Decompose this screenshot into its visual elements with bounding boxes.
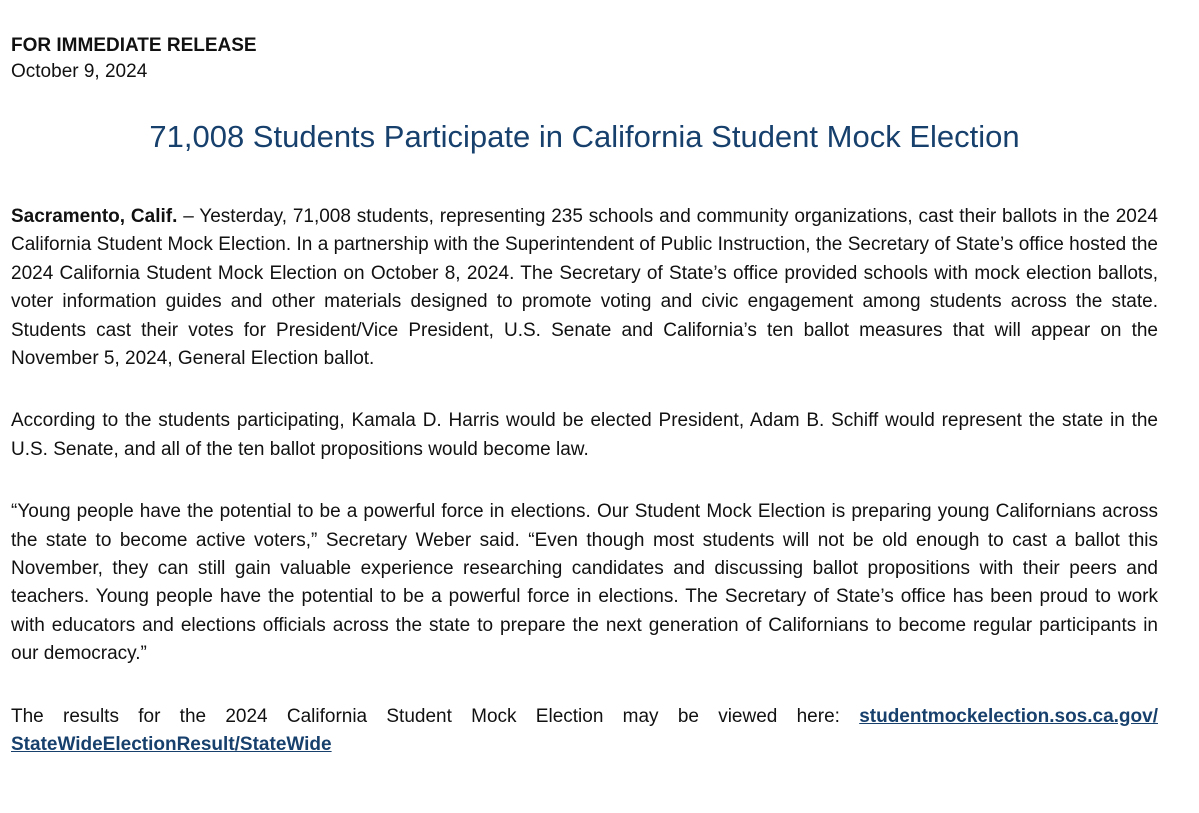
paragraph-results-link-text: The results for the 2024 California Student Mock Election may be viewed here: xyxy=(11,705,860,727)
paragraph-results-summary: According to the students participating, Kamala D. Harris would be elected President, Adam B. Schiff would represent the state in the U.S. Senate, and all of the ten ballot propositions would become law. xyxy=(11,410,1158,460)
release-label: FOR IMMEDIATE RELEASE xyxy=(11,35,257,56)
results-link[interactable]: studentmockelection.sos.ca.gov/ StateWideElectionResult/StateWide xyxy=(11,705,1158,756)
paragraph-intro-text: – Yesterday, 71,008 students, representing 235 schools and community organizations, cast their ballots in the 2024 California Student Mock Election. In a partnership with the Superintendent of Public Instruction, the Secretary of State’s office hosted the 2024 California Student Mock Election on October 8, 2024. The Secretary of State’s office provided schools with mock election ballots, voter information guides and other materials designed to promote voting and civic engagement among students across the state. Students cast their votes for President/Vice President, U.S. Senate and California’s ten ballot measures that will appear on the November 5, 2024, General Election ballot. xyxy=(11,206,1158,370)
dateline: Sacramento, Calif. xyxy=(11,206,178,227)
press-release xyxy=(11,33,1158,760)
paragraph-intro xyxy=(11,203,1158,373)
paragraph-quote: “Young people have the potential to be a powerful force in elections. Our Student Mock Election is preparing young Californians across the state to become active voters,” Secretary Weber said. “Even though most students will not be old enough to cast a ballot this November, they can still gain valuable experience researching candidates and discussing ballot propositions with their peers and teachers. Young people have the potential to be a powerful force in elections. The Secretary of State’s office has been proud to work with educators and elections officials across the state to prepare the next generation of Californians to become regular participants in our democracy.” xyxy=(11,501,1158,665)
paragraph-results-link xyxy=(11,703,1158,760)
release-date: October 9, 2024 xyxy=(11,61,148,82)
headline: 71,008 Students Participate in California Student Mock Election xyxy=(149,119,1020,154)
